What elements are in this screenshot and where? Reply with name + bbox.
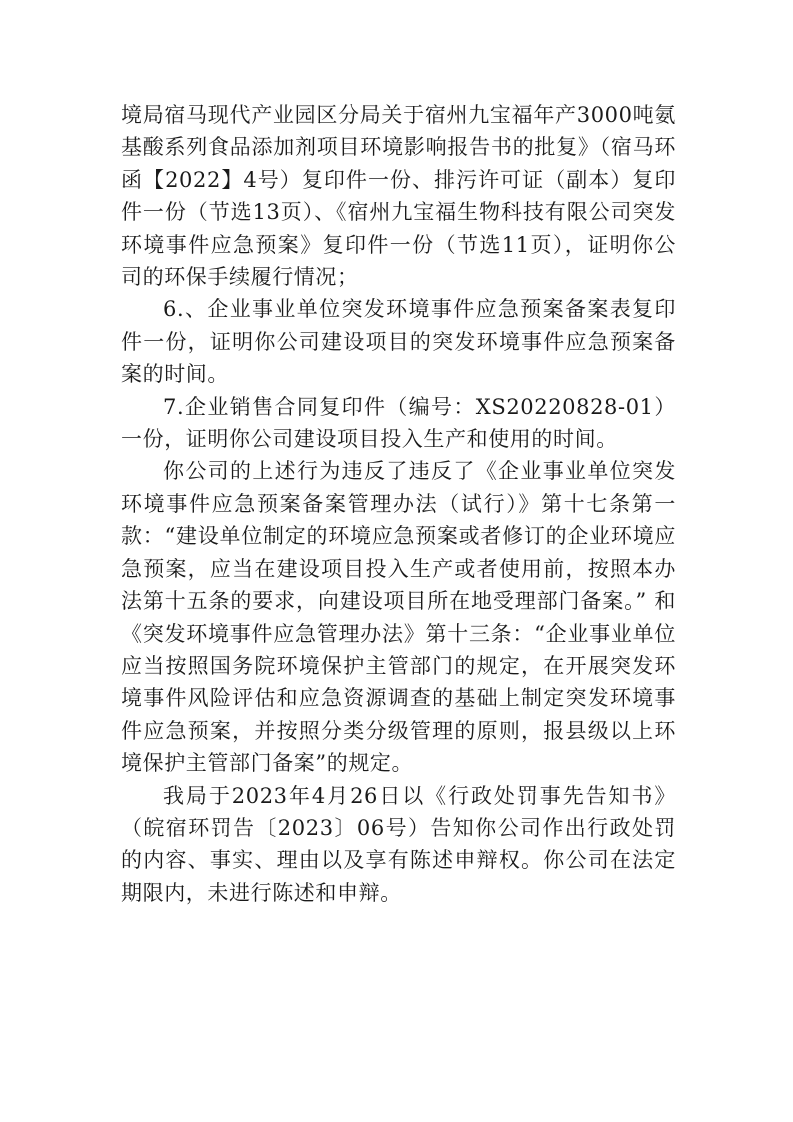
- paragraph-approval-documents: 境局宿马现代产业园区分局关于宿州九宝福年产3000吨氨基酸系列食品添加剂项目环境影响报告书的批复》（宿马环函【2022】4号）复印件一份、排污许可证（副本）复印件一份（节选13页）、《宿州九宝福生物科技有限公司突发环境事件应急预案》复印件一份（节选11页），证明你公司的环保手续履行情况；: [121, 103, 676, 290]
- body-text: [121, 99, 676, 909]
- paragraph-item-7: 7.企业销售合同复印件（编号：XS20220828-01）一份，证明你公司建设项目投入生产和使用的时间。: [121, 394, 676, 452]
- paragraph-item-6: 6.、企业事业单位突发环境事件应急预案备案表复印件一份，证明你公司建设项目的突发环境事件应急预案备案的时间。: [121, 297, 676, 387]
- paragraph-notification: 我局于2023年4月26日以《行政处罚事先告知书》（皖宿环罚告〔2023〕06号）告知你公司作出行政处罚的内容、事实、理由以及享有陈述申辩权。你公司在法定期限内，未进行陈述和申辩。: [121, 783, 676, 905]
- paragraph-violation: 你公司的上述行为违反了违反了《企业事业单位突发环境事件应急预案备案管理办法（试行）》第十七条第一款：“建设单位制定的环境应急预案或者修订的企业环境应急预案，应当在建设项目投入生产或者使用前，按照本办法第十五条的要求，向建设项目所在地受理部门备案。” 和《突发环境事件应急管理办法》第十三条：“企业事业单位应当按照国务院环境保护主管部门的规定，在开展突发环境事件风险评估和应急资源调查的基础上制定突发环境事件应急预案，并按照分类分级管理的原则，报县级以上环境保护主管部门备案”的规定。: [121, 459, 676, 776]
